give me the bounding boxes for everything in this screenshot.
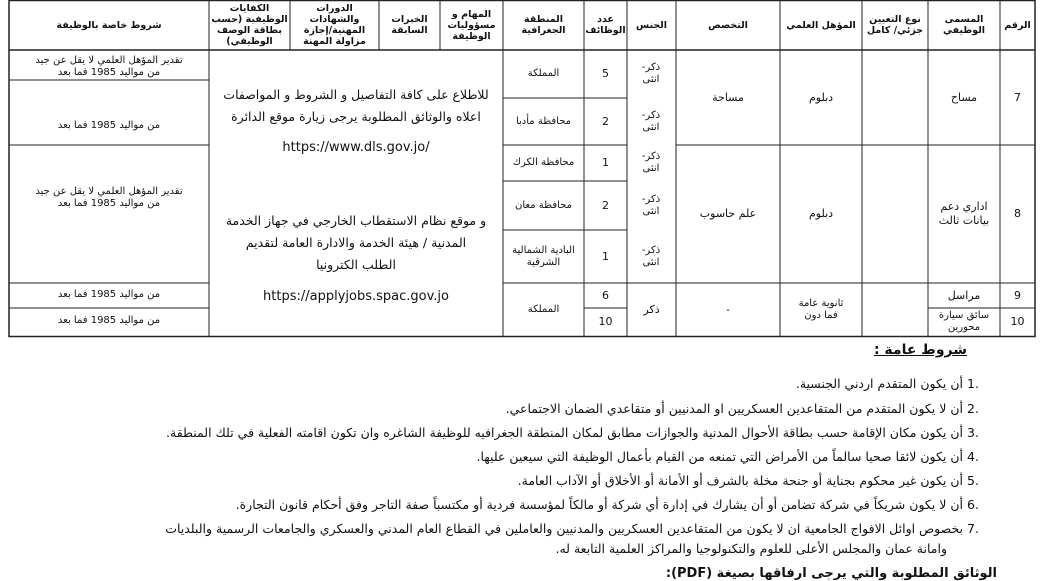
general-conditions-title: شروط عامة :	[873, 342, 967, 358]
condition-number: 1.	[967, 376, 979, 391]
row-gender: ذكر- انثى	[641, 151, 661, 174]
row-count: 2	[602, 198, 609, 212]
job-specialization: -	[726, 302, 730, 316]
row-count: 10	[598, 315, 613, 328]
condition-text: أن يكون لائقا صحيا سالماً من الأمراض التي تمنعه من القيام بأعمال الوظيفة التي سيعين عليها.	[476, 449, 964, 464]
row-gender: ذكر- انثى	[641, 62, 661, 85]
condition-text: أن يكون غير محكوم بجناية أو جنحة مخلة بالشرف أو الأمانة أو الأخلاق أو الآداب العامة.	[517, 473, 964, 488]
special-condition: من مواليد 1985 فما بعد	[57, 198, 161, 209]
header-experience: الخبرات السابقة	[391, 14, 428, 36]
condition-item	[165, 521, 987, 537]
condition-number: 5.	[967, 473, 979, 488]
job-no: 10	[1010, 315, 1025, 328]
condition-number: 6.	[967, 497, 979, 512]
required-documents-heading: الوثائق المطلوبة والتي يرجى ارفاقها بصيغة (PDF):	[665, 566, 997, 581]
row-count: 2	[602, 114, 609, 128]
condition-text: وامانة عمان والمجلس الأعلى للعلوم والتكنولوجيا والمراكز العلمية التابعة له.	[555, 541, 947, 556]
job-no: 8	[1014, 207, 1021, 220]
row-region: المملكة	[527, 303, 560, 315]
job-title: مراسل	[947, 288, 981, 302]
condition-text: أن لا يكون المتقدم من المتقاعدين العسكريين او المدنيين أو متقاعدي الضمان الاجتماعي.	[505, 401, 964, 416]
job-title: اداري دعم بيانات ثالث	[938, 200, 990, 227]
condition-item-continuation	[555, 541, 947, 557]
job-title: سائق سيارة محورين	[938, 310, 990, 333]
apply-jobs-link[interactable]: https://applyjobs.spac.gov.jo	[263, 289, 449, 304]
condition-text: أن يكون المتقدم اردني الجنسية.	[795, 376, 964, 391]
info-line: الطلب الكترونيا	[316, 257, 396, 272]
job-no: 7	[1014, 90, 1021, 104]
row-count: 6	[602, 288, 609, 302]
special-condition: من مواليد 1985 فما بعد	[57, 315, 161, 326]
header-gender: الجنس	[636, 19, 667, 31]
condition-item	[477, 449, 988, 465]
condition-item	[236, 497, 987, 513]
header-no: الرقم	[1004, 19, 1031, 31]
row-gender: ذكر- انثى	[641, 244, 661, 268]
header-courses: الدورات والشهادات المهنية/إجازة مزاولة المهنة	[303, 3, 366, 47]
row-gender: ذكر- انثى	[641, 109, 661, 133]
header-appointment-type: نوع التعيين جزئي/ كامل	[866, 14, 924, 36]
job-specialization: مساحة	[712, 90, 744, 104]
row-region: محافظة معان	[515, 199, 572, 211]
header-special-conditions: شروط خاصة بالوظيفة	[56, 19, 162, 31]
row-region: محافظة مأدبا	[515, 115, 572, 127]
special-condition: تقدير المؤهل العلمي لا يقل عن جيد	[35, 186, 183, 197]
job-qualification: دبلوم	[808, 207, 834, 220]
row-count: 1	[602, 249, 609, 263]
row-region: البادية الشمالية الشرقية	[512, 244, 575, 268]
job-title: مساح	[950, 90, 978, 104]
condition-item	[166, 425, 987, 441]
header-region: المنطقة الجغرافية	[521, 14, 566, 36]
row-gender: ذكر	[643, 302, 660, 316]
info-line: اعلاه والوثائق المطلوبة يرجى زيارة موقع الدائرة	[231, 109, 481, 124]
row-region: المملكة	[527, 68, 560, 79]
dls-website-link[interactable]: https://www.dls.gov.jo/	[282, 140, 430, 155]
header-job-title: المسمى الوظيفي	[942, 14, 986, 36]
condition-number: 2.	[967, 401, 979, 416]
condition-item	[518, 473, 987, 489]
condition-text: أن لا يكون شريكاً في شركة تضامن أو أن يشارك في إدارة أي شركة أو مالكاً لمؤسسة فردية أو مكتسباً صفة التاجر وفق أحكام قانون التجارة.	[235, 497, 964, 512]
row-count: 1	[602, 156, 609, 169]
special-condition: من مواليد 1985 فما بعد	[57, 289, 161, 300]
row-count: 5	[602, 67, 609, 80]
header-specialization: التخصص	[708, 19, 748, 31]
info-line: و موقع نظام الاستقطاب الخارجي في جهاز الخدمة	[225, 213, 487, 228]
job-qualification: دبلوم	[808, 90, 834, 104]
row-region: محافظة الكرك	[512, 157, 575, 168]
header-tasks: المهام و مسؤوليات الوظيفة	[447, 8, 496, 42]
special-condition: تقدير المؤهل العلمي لا يقل عن جيد	[35, 55, 183, 66]
condition-item	[796, 376, 987, 392]
row-gender: ذكر- انثى	[641, 193, 661, 217]
condition-number: 7.	[967, 521, 979, 536]
condition-text: بخصوص اوائل الافواج الجامعية ان لا يكون من المتقاعدين العسكريين والمدنيين والعاملين في القطاع العام المدني والعسكري والجامعات الرسمية والبلديات	[165, 521, 964, 536]
job-no: 9	[1014, 288, 1021, 302]
info-line: المدنية / هيئة الخدمة والادارة العامة لتقديم	[245, 235, 467, 250]
special-condition: من مواليد 1985 فما بعد	[57, 67, 161, 78]
header-count: عدد الوظائف	[585, 14, 626, 36]
job-qualification: ثانوية عامة فما دون	[798, 297, 844, 321]
condition-number: 3.	[967, 425, 979, 440]
info-line: للاطلاع على كافة التفاصيل و الشروط و المواصفات	[223, 87, 489, 102]
job-specialization: علم حاسوب	[699, 207, 757, 220]
condition-number: 4.	[967, 449, 979, 464]
condition-text: أن يكون مكان الإقامة حسب بطاقة الأحوال المدنية والجوازات مطابق لمكان المنطقة الجغرافيه للوظيفة الشاغره وان تكون اقامته الفعلية في تلك المنطقة.	[166, 425, 964, 440]
header-qualification: المؤهل العلمي	[786, 19, 856, 31]
special-condition: من مواليد 1985 فما بعد	[57, 120, 161, 131]
condition-item	[506, 401, 987, 417]
header-competencies: الكفايات الوظيفية (حسب بطاقة الوصف الوظيفي)	[211, 3, 288, 47]
